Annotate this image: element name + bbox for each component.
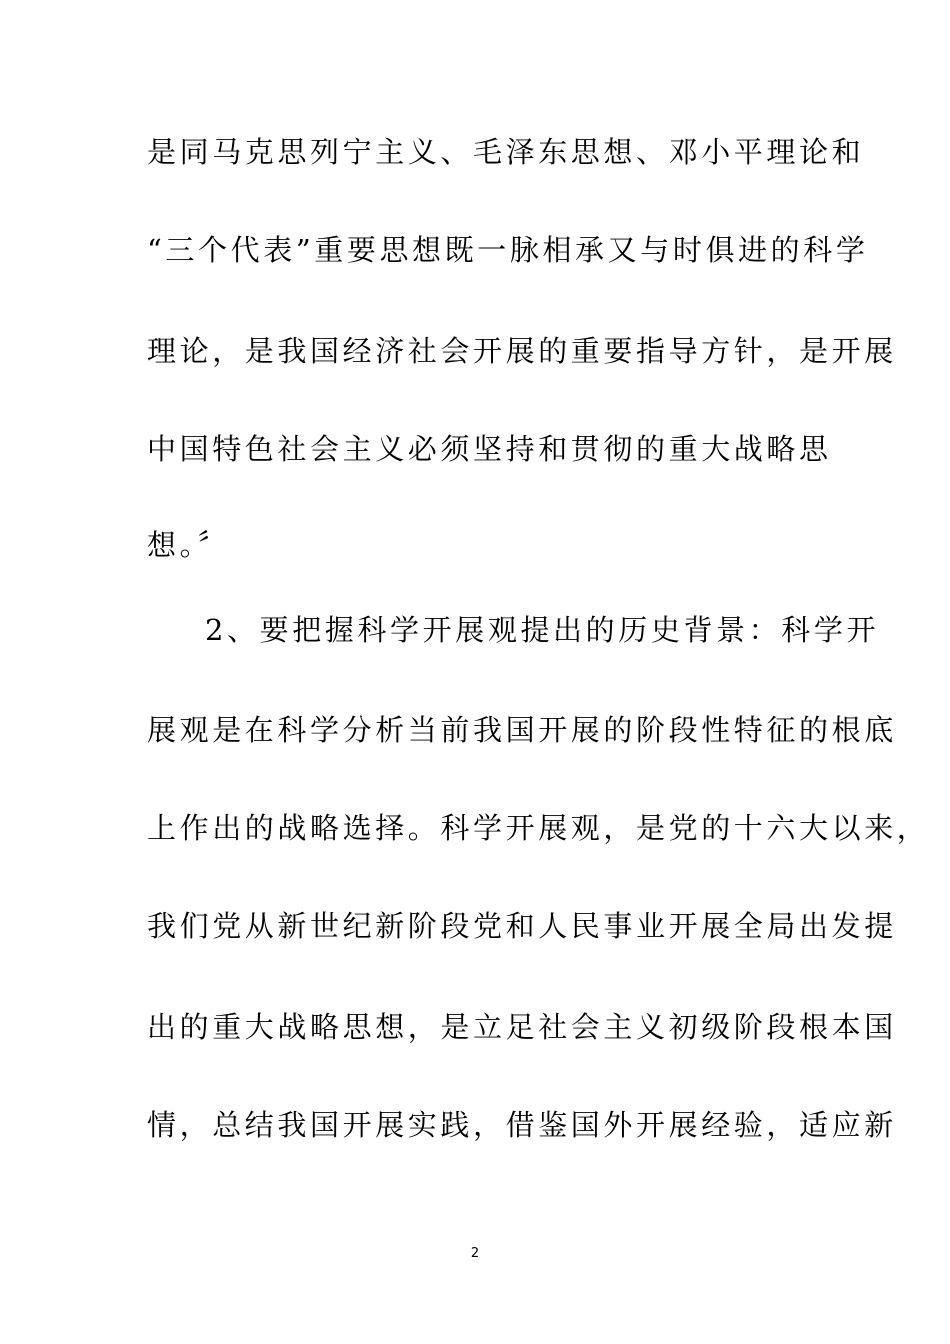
page-number: 2 xyxy=(470,1246,480,1261)
paragraph-line: 我们党从新世纪新阶段党和人民事业开展全局出发提 xyxy=(147,909,897,943)
paragraph-line: 展观是在科学分析当前我国开展的阶段性特征的根底 xyxy=(147,713,897,747)
paragraph-line: 理论，是我国经济社会开展的重要指导方针，是开展 xyxy=(147,334,897,368)
paragraph-line: 情，总结我国开展实践，借鉴国外开展经验，适应新 xyxy=(147,1108,897,1142)
paragraph-line: 是同马克思列宁主义、毛泽东思想、邓小平理论和 xyxy=(147,135,865,169)
paragraph-line: 上作出的战略选择。科学开展观，是党的十六大以来， xyxy=(147,811,930,845)
paragraph-line: 中国特色社会主义必须坚持和贯彻的重大战略思 xyxy=(147,432,832,466)
paragraph-line: 想。〞 xyxy=(147,528,231,562)
paragraph-line: 出的重大战略思想，是立足社会主义初级阶段根本国 xyxy=(147,1010,897,1044)
paragraph-line: 2、要把握科学开展观提出的历史背景：科学开 xyxy=(205,613,880,647)
paragraph-line: “三个代表”重要思想既一脉相承又与时俱进的科学 xyxy=(147,233,869,267)
